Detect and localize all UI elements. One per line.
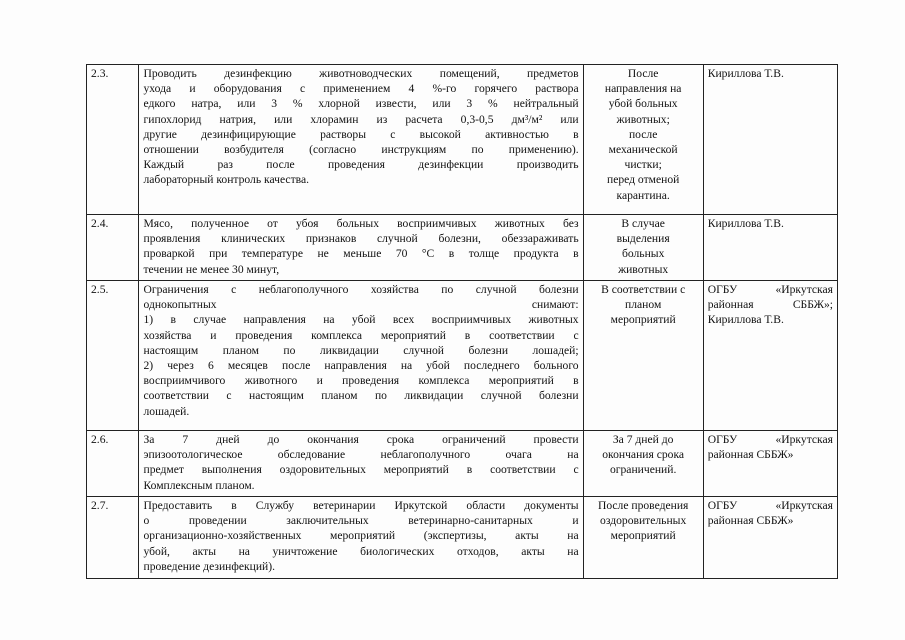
row-number-text: 2.6. [91,433,109,446]
row-responsible-line: районная СББЖ» [707,448,794,462]
row-responsible-line: ОГБУ «Иркутская [707,433,833,446]
row-responsible-line: районная СББЖ»; [707,298,833,312]
row-term [583,215,703,281]
row-term-line: направления на [604,82,682,96]
row-term-line: выделения [616,232,670,246]
row-responsible [703,497,837,579]
row-action-line: Проводить дезинфекцию животноводческих помещений, предметов [143,67,579,80]
row-number-text: 2.7. [91,499,109,512]
row-action-line: Предоставить в Службу ветеринарии Иркутской области документы [143,499,579,512]
row-term [583,65,703,215]
row-action-line: соответствии с настоящим планом по ликвидации случной болезни [143,389,579,403]
row-term-line: мероприятий [610,313,676,327]
row-term-line: В соответствии с [601,283,686,296]
row-action-line: проведение дезинфекций). [143,559,276,573]
row-number [87,215,139,281]
row-responsible-line: ОГБУ «Иркутская [707,283,833,296]
row-term [583,497,703,579]
row-action-line: За 7 дней до окончания срока ограничений провести [143,433,579,446]
row-action [139,281,583,431]
measures-table-body [87,65,838,579]
row-action-line: другие дезинфицирующие растворы с высокой активностью в [143,127,579,141]
row-action-line: Комплексным планом. [143,478,255,492]
row-term-line: механической [608,143,678,157]
row-action-line: ухода и оборудования с применением 4 %-го горячего раствора [143,82,579,96]
table-row [87,65,838,215]
row-action-line: Ограничения с неблагополучного хозяйства по случной болезни [143,283,579,296]
row-responsible-line: Кириллова Т.В. [707,67,784,80]
row-term-line: животных [618,262,669,276]
row-term-line: После [627,67,659,80]
row-action-line: эпизоотологическое обследование неблагополучного очага на [143,448,579,462]
row-responsible-line: ОГБУ «Иркутская [707,499,833,512]
row-term-line: мероприятий [610,529,676,543]
row-action-line: настоящим планом по ликвидации случной болезни лошадей; [143,343,579,357]
row-responsible [703,281,837,431]
row-action-line: проявления клинических признаков случной болезни, обеззараживать [143,232,579,246]
row-responsible [703,215,837,281]
row-action-line: восприимчивого животного и проведения комплекса мероприятий в [143,374,579,388]
row-action-line: организационно-хозяйственных мероприятий (экспертизы, акты на [143,529,579,543]
row-action [139,65,583,215]
row-action-line: гипохлорид натрия, или хлорамин из расчета 0,3-0,5 дм³/м² или [143,112,579,126]
row-action-line: хозяйства и проведения комплекса мероприятий в соответствии с [143,328,579,342]
row-action-line: Каждый раз после проведения дезинфекции производить [143,158,579,172]
measures-table [86,64,838,579]
row-responsible-line: районная СББЖ» [707,514,794,528]
row-responsible [703,431,837,497]
row-number [87,497,139,579]
row-term-line: убой больных [608,97,678,111]
row-action-line: течении не менее 30 минут, [143,262,280,276]
table-row [87,497,838,579]
row-term-line: ограничений. [609,463,677,477]
row-action-line: 2) через 6 месяцев после направления на убой последнего больного [143,359,579,373]
row-term-line: В случае [621,217,665,230]
row-term-line: За 7 дней до [612,433,674,446]
row-term-line: карантина. [616,188,670,202]
row-action-line: отношении возбудителя (согласно инструкциям по применению). [143,143,579,157]
row-action [139,497,583,579]
row-action-line: лошадей. [143,404,190,418]
row-responsible-line: Кириллова Т.В. [707,313,784,327]
row-term [583,431,703,497]
row-responsible [703,65,837,215]
table-row [87,215,838,281]
table-row [87,431,838,497]
table-row [87,281,838,431]
row-term-line: планом [625,298,662,312]
row-action-line: однокопытных снимают: [143,298,579,312]
row-term-line: чистки; [624,158,662,172]
row-number [87,431,139,497]
row-action [139,431,583,497]
row-number-text: 2.3. [91,67,109,80]
row-action-line: 1) в случае направления на убой всех восприимчивых животных [143,313,579,327]
row-term [583,281,703,431]
row-term-line: перед отменой [606,173,680,187]
row-action-line: едкого натра, или 3 % хлорной извести, или 3 % нейтральный [143,97,579,111]
row-number [87,65,139,215]
row-number-text: 2.5. [91,283,109,296]
row-action-line: о проведении заключительных ветеринарно-санитарных и [143,514,579,528]
row-responsible-line: Кириллова Т.В. [707,217,784,230]
row-action [139,215,583,281]
row-action-line: убой, акты на уничтожение биологических отходов, акты на [143,544,579,558]
row-term-line: больных [621,247,665,261]
row-number [87,281,139,431]
row-term-line: после [628,127,658,141]
row-number-text: 2.4. [91,217,109,230]
row-term-line: После проведения [597,499,689,512]
row-action-line: лабораторный контроль качества. [143,173,310,187]
row-action-line: проваркой при температуре не меньше 70 °С в толще продукта в [143,247,579,261]
row-term-line: животных; [616,112,670,126]
row-action-line: Мясо, полученное от убоя больных восприимчивых животных без [143,217,579,230]
row-term-line: оздоровительных [600,514,687,528]
row-action-line: предмет выполнения оздоровительных мероприятий в соответствии с [143,463,579,477]
row-term-line: окончания срока [602,448,685,462]
